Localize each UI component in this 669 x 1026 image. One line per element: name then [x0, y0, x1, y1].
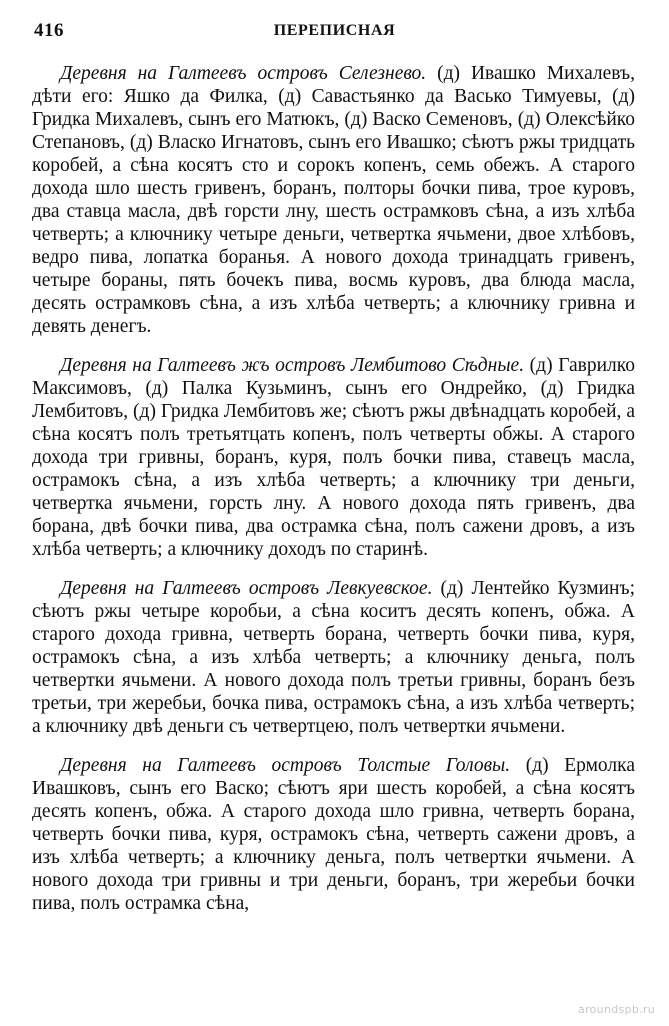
- paragraph-text: (д) Ермолка Ивашковъ, сынъ его Васко; сѣютъ яри шесть коробей, а сѣна косятъ десять копенъ, обжа. А старого дохода шло гривна, четверть борана, четверть бочки пива, куря, острамокъ сѣна, четверть сажени дровъ, а изъ хлѣба четверть; а ключнику деньга, полъ четвертки ячьмени. А нового дохода три гривны и три деньги, боранъ, три жеребьи бочки пива, полъ острамка сѣна,: [32, 755, 635, 914]
- paragraph: [32, 354, 635, 561]
- paragraph-text: (д) Лентейко Кузминъ; сѣютъ ржы четыре коробьи, а сѣна коситъ десять копенъ, обжа. А старого дохода гривна, четверть борана, четверть бочки пива, куря, острамокъ сѣна, а изъ хлѣба четверть; а ключнику деньга, полъ четвертки ячьмени. А нового дохода полъ третьи гривны, боранъ безъ третьи, три жеребьи, бочка пива, острамокъ сѣна, а изъ хлѣба четверть; а ключнику двѣ деньги съ четвертцею, полъ четвертки ячьмени.: [32, 578, 635, 737]
- running-title: ПЕРЕПИСНАЯ: [273, 22, 396, 39]
- page-number: 416: [34, 20, 64, 41]
- paragraph-heading: Деревня на Галтеевъ островъ Толстые Головы.: [60, 755, 511, 776]
- paragraph: [32, 754, 635, 915]
- paragraph-heading: Деревня на Галтеевъ островъ Селезнево.: [60, 63, 427, 84]
- page-header: [34, 20, 635, 46]
- paragraph-text: (д) Ивашко Михалевъ, дѣти его: Яшко да Филка, (д) Савастьянко да Васько Тимуевы, (д) Гридка Михалевъ, сынъ его Матюкъ, (д) Васко Семеновъ, (д) Олексѣйко Степановъ, (д) Власко Игнатовъ, сынъ его Ивашко; сѣютъ ржы тридцать коробей, а сѣна косятъ сто и сорокъ копенъ, семь обежъ. А старого дохода шло шесть гривенъ, боранъ, полторы бочки пива, трое куровъ, два ставца масла, двѣ горсти лну, шесть острамковъ сѣна, а изъ хлѣба четверть; а ключнику четыре деньги, четвертка ячьмени, двое хлѣбовъ, ведро пива, лопатка боранья. А нового дохода тринадцать гривенъ, четыре бораны, пять бочекъ пива, восмь куровъ, два блюда масла, десять острамковъ сѣна, а изъ хлѣба четверть; а ключнику гривна и девять денегъ.: [32, 63, 635, 337]
- paragraph: [32, 577, 635, 738]
- paragraph-heading: Деревня на Галтеевъ жъ островъ Лембитово Сѣдные.: [60, 355, 525, 376]
- paragraph: [32, 62, 635, 338]
- watermark: aroundspb.ru: [578, 1003, 655, 1016]
- page-body: [32, 62, 635, 931]
- paragraph-heading: Деревня на Галтеевъ островъ Левкуевское.: [60, 578, 433, 599]
- paragraph-text: (д) Гаврилко Максимовъ, (д) Палка Кузьминъ, сынъ его Ондрейко, (д) Гридка Лембитовъ, (д) Гридка Лембитовъ же; сѣютъ ржы двѣнадцать коробей, а сѣна косятъ полъ третьятцать копенъ, полъ четверты обжы. А старого дохода три гривны, боранъ, куря, полъ бочки пива, ставецъ масла, острамокъ сѣна, а изъ хлѣба четверть; а ключнику три деньги, четвертка ячьмени, горсть лну. А нового дохода пять гривенъ, два борана, двѣ бочки пива, два острамка сѣна, полъ сажени дровъ, а изъ хлѣба четверть; а ключнику доходъ по старинѣ.: [32, 355, 635, 560]
